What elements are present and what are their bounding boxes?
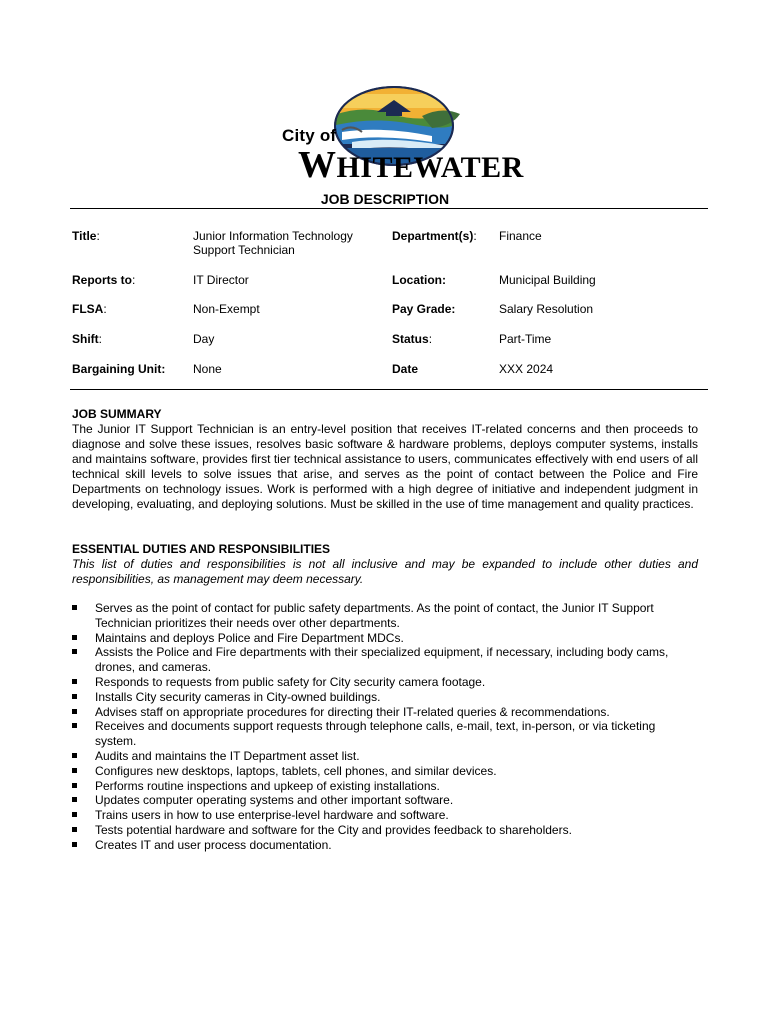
logo-initial: W xyxy=(298,144,337,186)
bullet-icon xyxy=(72,649,77,654)
pay-grade-label: Pay Grade: xyxy=(392,302,456,316)
list-item: Receives and documents support requests through telephone calls, e-mail, text, in-person, or via ticketing system. xyxy=(72,719,698,749)
bullet-icon xyxy=(72,768,77,773)
pay-grade-value: Salary Resolution xyxy=(499,302,594,316)
flsa-value: Non-Exempt xyxy=(193,302,260,316)
title-value: Junior Information Technology Support Technician xyxy=(193,229,353,257)
department-value: Finance xyxy=(499,229,542,243)
bullet-icon xyxy=(72,635,77,640)
duties-list xyxy=(72,601,698,853)
flsa-label: FLSA: xyxy=(72,302,107,316)
job-summary-section xyxy=(72,407,698,512)
list-item: Advises staff on appropriate procedures for directing their IT-related queries & recommendations. xyxy=(72,705,698,720)
duties-heading: ESSENTIAL DUTIES AND RESPONSIBILITIES xyxy=(72,542,331,556)
job-summary-text: The Junior IT Support Technician is an entry-level position that receives IT-related concerns and then proceeds to diagnose and solve these issues, resolves basic software & hardware problems, deploys computer systems, installs and maintains software, provides first tier technical assistance to users, communicates effectively with end users of all technical skill levels to solve issues that arise, and serves as the point of contact between the Police and Fire Departments on technology issues. Work is performed with a high degree of initiative and independent judgment in developing, evaluating, and deploying solutions. Must be skilled in the use of time management and quality practices. xyxy=(72,422,698,511)
list-item: Creates IT and user process documentation. xyxy=(72,838,698,853)
list-item: Maintains and deploys Police and Fire Department MDCs. xyxy=(72,631,698,646)
status-label: Status: xyxy=(392,332,433,346)
job-summary-heading: JOB SUMMARY xyxy=(72,407,162,421)
department-label: Department(s): xyxy=(392,229,477,243)
logo-rest: HITEWATER xyxy=(336,151,524,184)
title-label: Title: xyxy=(72,229,100,243)
logo-whitewater xyxy=(298,143,524,187)
list-item: Installs City security cameras in City-owned buildings. xyxy=(72,690,698,705)
bullet-icon xyxy=(72,812,77,817)
bargaining-unit-value: None xyxy=(193,362,222,376)
location-label: Location: xyxy=(392,273,446,287)
bullet-icon xyxy=(72,679,77,684)
list-item: Trains users in how to use enterprise-level hardware and software. xyxy=(72,808,698,823)
list-item: Tests potential hardware and software for the City and provides feedback to shareholders. xyxy=(72,823,698,838)
shift-value: Day xyxy=(193,332,215,346)
status-value: Part-Time xyxy=(499,332,552,346)
bullet-icon xyxy=(72,694,77,699)
reports-to-label: Reports to: xyxy=(72,273,136,287)
reports-to-value: IT Director xyxy=(193,273,249,287)
logo-city-of: City of xyxy=(282,126,337,145)
list-item: Assists the Police and Fire departments with their specialized equipment, if necessary, including body cams, drones, and cameras. xyxy=(72,645,698,675)
duties-section xyxy=(72,542,698,587)
duties-intro: This list of duties and responsibilities is not all inclusive and may be expanded to include other duties and responsibilities, as management may deem necessary. xyxy=(72,557,698,586)
bottom-rule xyxy=(70,389,708,390)
date-label: Date xyxy=(392,362,419,376)
list-item: Performs routine inspections and upkeep of existing installations. xyxy=(72,779,698,794)
date-value: XXX 2024 xyxy=(499,362,554,376)
bullet-icon xyxy=(72,723,77,728)
bullet-icon xyxy=(72,797,77,802)
bullet-icon xyxy=(72,842,77,847)
list-item: Serves as the point of contact for public safety departments. As the point of contact, the Junior IT Support Technician prioritizes their needs over other departments. xyxy=(72,601,698,631)
bullet-icon xyxy=(72,709,77,714)
bullet-icon xyxy=(72,783,77,788)
bargaining-unit-label: Bargaining Unit: xyxy=(72,362,166,376)
list-item: Responds to requests from public safety for City security camera footage. xyxy=(72,675,698,690)
bullet-icon xyxy=(72,827,77,832)
list-item: Audits and maintains the IT Department asset list. xyxy=(72,749,698,764)
list-item: Updates computer operating systems and other important software. xyxy=(72,793,698,808)
location-value: Municipal Building xyxy=(499,273,596,287)
list-item: Configures new desktops, laptops, tablets, cell phones, and similar devices. xyxy=(72,764,698,779)
document-title: JOB DESCRIPTION xyxy=(320,191,450,207)
bullet-icon xyxy=(72,753,77,758)
bullet-icon xyxy=(72,605,77,610)
shift-label: Shift: xyxy=(72,332,103,346)
top-rule xyxy=(70,208,708,209)
